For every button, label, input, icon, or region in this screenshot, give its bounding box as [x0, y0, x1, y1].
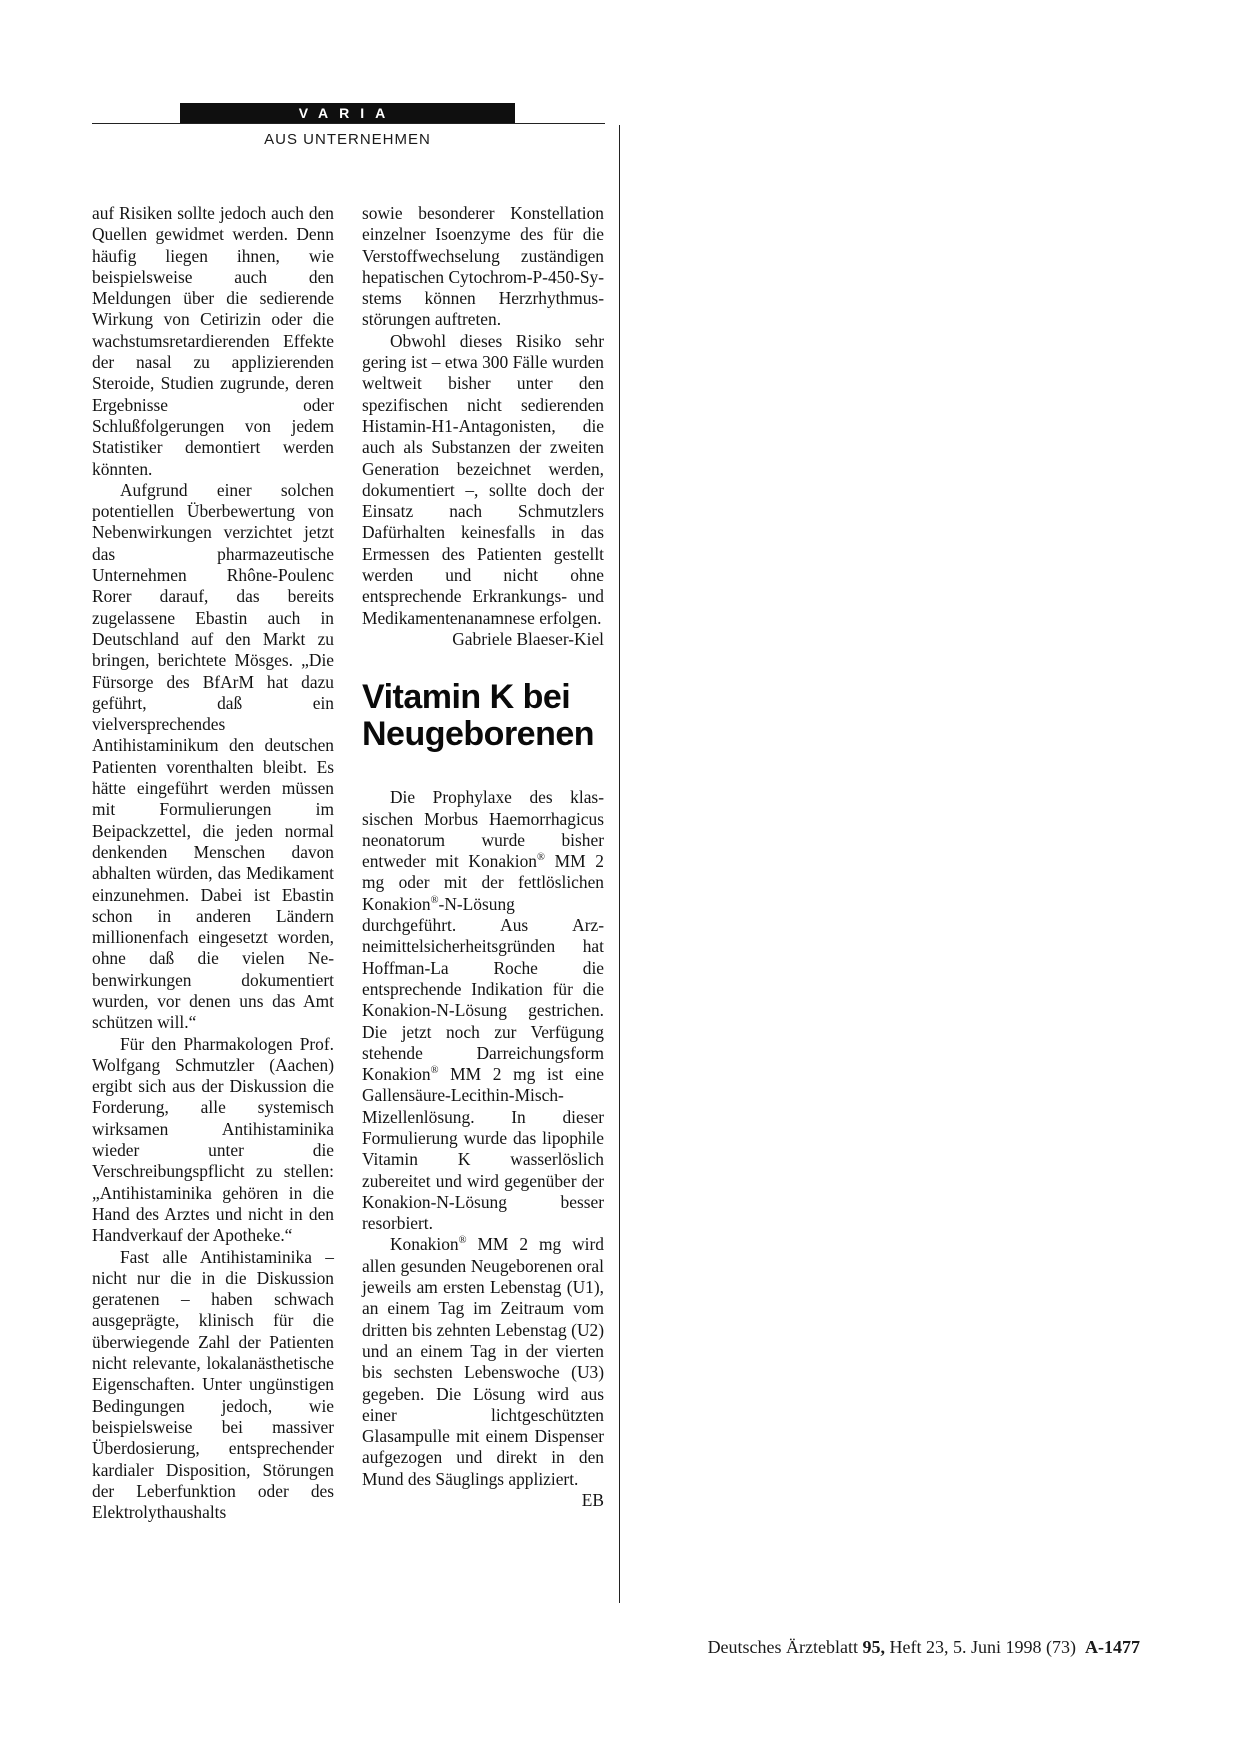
author-signature: Gabriele Blaeser-Kiel [452, 628, 604, 649]
registered-mark: ® [430, 1065, 439, 1077]
page-number: A-1477 [1085, 1637, 1140, 1657]
volume-number: 95, [862, 1637, 886, 1657]
text-run: MM 2 mg oder mit der fettlöslichen Konakion [362, 851, 604, 914]
paragraph [362, 1234, 604, 1511]
page-footer [708, 1637, 1140, 1658]
article-column-left [92, 203, 334, 1523]
text-run: Konakion [390, 1234, 459, 1255]
subsection-label: AUS UNTERNEHMEN [264, 131, 431, 148]
section-label: VARIA [180, 103, 515, 124]
text-run: Die Prophylaxe des klassischen Morbus Haemorrhagicus neonatorum wurde bisher entweder mit Konakion [362, 787, 604, 872]
headline-line: Neugeborenen [362, 715, 595, 754]
paragraph: sowie besonderer Konstellation einzelner Isoenzyme des für die Verstoffwechselung zuständigen hepatischen Cytochrom-P-450-Systems können Herzrhythmusstörungen auftreten. [362, 203, 604, 330]
column-rule [619, 125, 620, 1603]
paragraph: Aufgrund einer solchen potentiellen Überbewertung von Nebenwirkungen verzichtet jetzt das pharmazeutische Unternehmen Rhône-Poulenc Rorer darauf, das bereits zugelassene Ebastin auch in Deutschland auf den Markt zu bringen, berichtete Mösges. „Die Fürsorge des BfArM hat dazu geführt, daß ein vielversprechendes Antihistaminikum den deutschen Patienten vorenthalten bleibt. Es hätte eingeführt werden müssen mit Formulierungen im Beipackzettel, die jeden normal denkenden Menschen davon abhalten würden, das Medikament einzunehmen. Dabei ist Ebastin schon in anderen Ländern millionenfach eingesetzt worden, ohne daß die vielen Nebenwirkungen dokumentiert wurden, vor denen uns das Amt schützen will.“ [92, 479, 334, 1033]
text-run: -N-Lösung durchgeführt. Aus Arzneimittelsicherheitsgründen hat Hoffman-La Roche die entsprechende Indikation für die Konakion-N-Lösung gestrichen. Die jetzt noch zur Verfügung stehende Darreichungsform Konakion [362, 893, 604, 1085]
article-headline [362, 679, 604, 753]
header-rule [92, 123, 605, 124]
headline-line: Vitamin K bei [362, 678, 571, 717]
registered-mark: ® [458, 1235, 467, 1247]
paragraph: Fast alle Antihistaminika – nicht nur die in die Diskussion geratenen – haben schwach ausgeprägte, klinisch für die überwiegende Zahl der Patienten nicht relevante, lokalanästhetische Eigenschaften. Unter ungünstigen Bedingungen jedoch, wie beispielsweise bei massiver Überdosierung, entsprechender kardialer Disposition, Störungen der Leberfunktion oder des Elektrolythaushalts [92, 1246, 334, 1523]
registered-mark: ® [430, 894, 439, 906]
journal-name: Deutsches Ärzteblatt [707, 1637, 859, 1657]
paragraph: auf Risiken sollte jedoch auch den Quellen gewidmet werden. Denn häufig liegen ihnen, wie beispielsweise auch den Meldungen über die sedierende Wirkung von Cetirizin oder die wachstumsretardierenden Effekte der nasal zu applizierenden Steroide, Studien zugrunde, deren Ergebnisse oder Schlußfolgerungen von jedem Statistiker demontiert werden könnten. [92, 203, 334, 479]
paragraph [362, 787, 604, 1234]
author-initials: EB [581, 1490, 604, 1511]
paragraph: Obwohl dieses Risiko sehr gering ist – etwa 300 Fälle wurden weltweit bisher unter den spezifischen nicht sedierenden Histamin-H1-Antagonisten, die auch als Substanzen der zweiten Generation bezeichnet werden, dokumentiert –, sollte doch der Einsatz nach Schmutzlers Dafürhalten keinesfalls in das Ermessen des Patienten gestellt werden und nicht ohne entsprechende Erkrankungs- und Medikamentenanamnese erfolgen. [362, 330, 604, 628]
paragraph: Für den Pharmakologen Prof. Wolfgang Schmutzler (Aachen) ergibt sich aus der Diskussion die Forderung, alle systemisch wirksamen Antihistaminika wieder unter die Verschreibungspflicht zu stellen: „Antihistaminika gehören in die Hand des Arztes und nicht in den Handverkauf der Apotheke.“ [92, 1033, 334, 1246]
article-column-right [362, 203, 604, 1511]
text-run: MM 2 mg ist eine Gallensäure-Lecithin-Misch-Mizellenlösung. In dieser Formulierung wurde das lipophile Vitamin K wasserlöslich zubereitet und wird gegenüber der Konakion-N-Lösung besser resorbiert. [362, 1064, 604, 1234]
registered-mark: ® [536, 852, 545, 864]
text-run: MM 2 mg wird allen gesunden Neugeborenen oral jeweils am ersten Lebenstag (U1), an einem Tag im Zeitraum vom dritten bis zehnten Lebenstag (U2) und an einem Tag in der vierten bis sechsten Lebenswoche (U3) gegeben. Die Lösung wird aus einer lichtgeschützten Glasampulle mit einem Dispenser aufgezogen und direkt in den Mund des Säuglings appliziert. [362, 1234, 604, 1489]
issue-info: Heft 23, 5. Juni 1998 (73) [889, 1637, 1076, 1657]
